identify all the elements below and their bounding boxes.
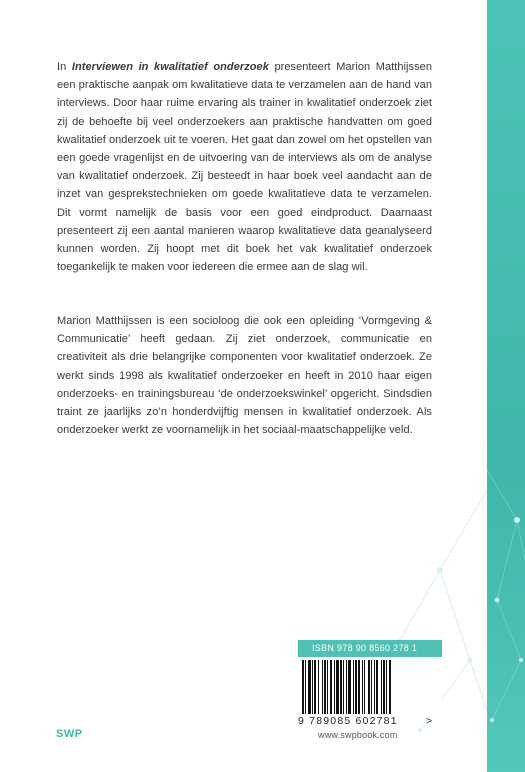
isbn-label: ISBN 978 90 8560 278 1 (298, 640, 442, 657)
author-bio (57, 312, 432, 439)
book-description (57, 58, 432, 276)
barcode (298, 660, 442, 716)
barcode-arrow: > (426, 715, 433, 727)
barcode-digits: 9 789085 602781 (298, 715, 398, 727)
publisher-url: www.swpbook.com (318, 730, 398, 740)
decorative-side-strip (487, 0, 525, 772)
author-bio-text: Marion Matthijssen is een socioloog die ook een opleiding ‘Vormgeving & Communicatie’ heeft gedaan. Zij ziet onderzoek, communicatie en creativiteit als drie belangrijke componenten voor kwalitatief onderzoek. Ze werkt sinds 1998 als kwalitatief onderzoeker en heeft in 2010 haar eigen onderzoeks- en trainingsbureau ‘de onderzoekswinkel’ opgericht. Sindsdien traint ze jaarlijks zo’n honderdvijftig mensen in kwalitatief onderzoek. Als onderzoeker werkt ze voornamelijk in het sociaal-maatschappelijke veld. (57, 315, 432, 437)
description-body: presenteert Marion Matthijssen een praktische aanpak om kwalitatieve data te verzamelen aan de hand van interviews. Door haar ruime ervaring als trainer in kwalitatief onderzoek ziet zij de behoefte bij veel onderzoekers aan praktische handvatten om goed kwalitatief onderzoek uit te voeren. Het gaat dan zowel om het opstellen van een goede vragenlijst en de uitvoering van de interviews als om de analyse van kwalitatief onderzoek. Zij besteedt in haar boek veel aandacht aan de inzet van gesprekstechnieken om goede kwalitatieve data te verzamelen. Dit vormt namelijk de basis voor een goed eindproduct. Daarnaast presenteert zij een aantal manieren waarop kwalitatieve data geanalyseerd kunnen worden. Zij hoopt met dit boek het vak kwalitatief onderzoek toegankelijk te maken voor iedereen die ermee aan de slag wil. (57, 61, 432, 274)
publisher-logo: SWP (56, 728, 83, 740)
book-title: Interviewen in kwalitatief onderzoek (71, 61, 269, 73)
intro-prefix: In (57, 61, 72, 73)
